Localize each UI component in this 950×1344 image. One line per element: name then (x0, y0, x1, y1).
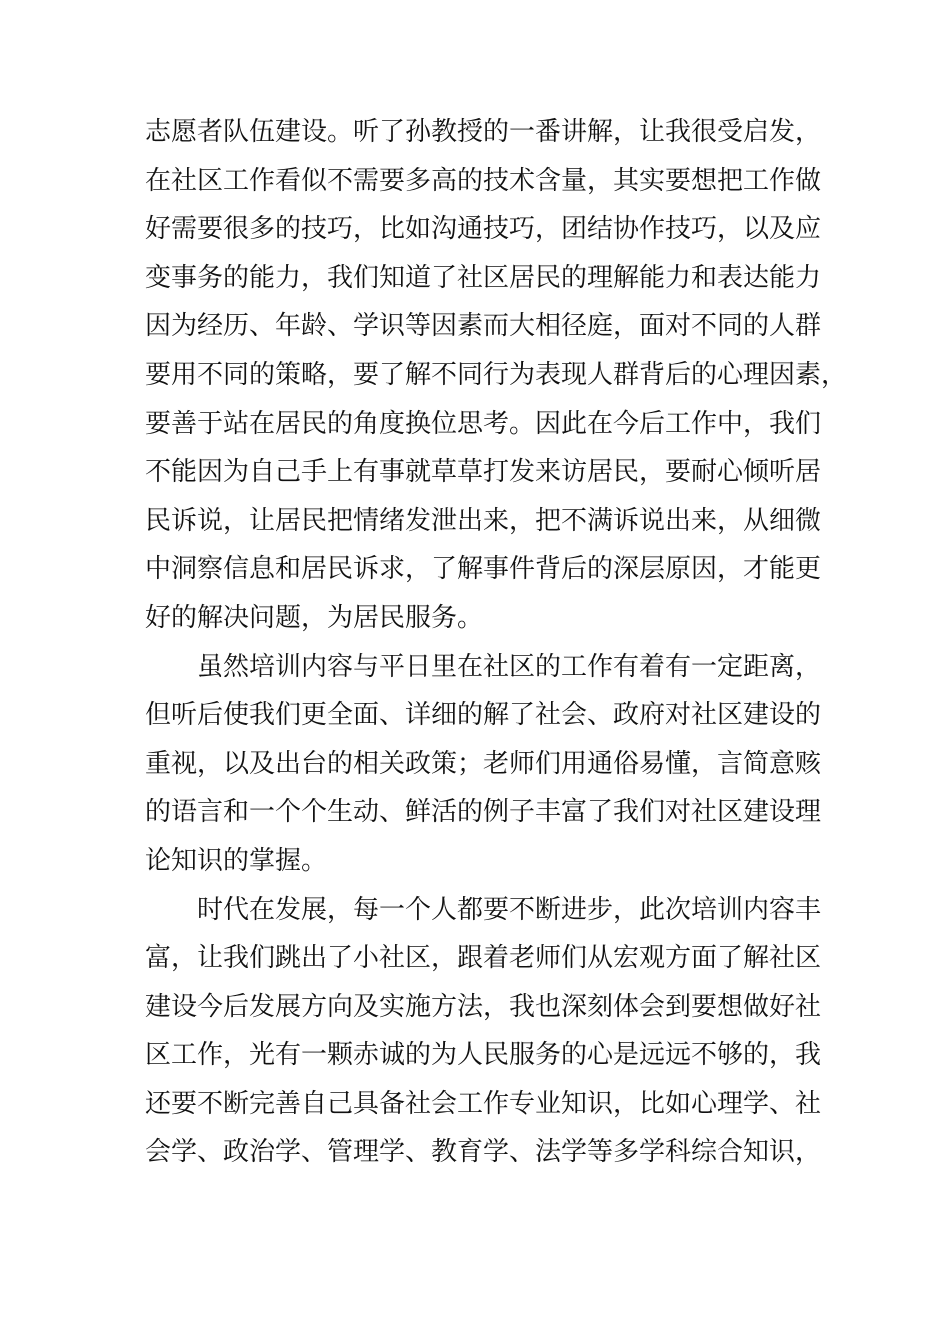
text-line: 不能因为自己手上有事就草草打发来访居民，要耐心倾听居 (145, 457, 822, 488)
paragraph-first-line: 虽然培训内容与平日里在社区的工作有着有一定距离， (197, 651, 822, 682)
text-line: 好需要很多的技巧，比如沟通技巧，团结协作技巧，以及应 (145, 214, 822, 245)
text-line: 因为经历、年龄、学识等因素而大相径庭，面对不同的人群 (145, 311, 822, 342)
text-line: 的语言和一个个生动、鲜活的例子丰富了我们对社区建设理 (145, 797, 822, 828)
text-line: 区工作，光有一颗赤诚的为人民服务的心是远远不够的，我 (145, 1040, 822, 1071)
text-line: 富，让我们跳出了小社区，跟着老师们从宏观方面了解社区 (145, 943, 822, 974)
text-line: 变事务的能力，我们知道了社区居民的理解能力和表达能力 (145, 262, 822, 293)
text-line: 在社区工作看似不需要多高的技术含量，其实要想把工作做 (145, 165, 822, 196)
text-line: 论知识的掌握。 (145, 845, 328, 876)
text-line: 好的解决问题，为居民服务。 (145, 602, 484, 633)
text-line: 中洞察信息和居民诉求，了解事件背后的深层原因，才能更 (145, 554, 822, 585)
text-line: 会学、政治学、管理学、教育学、法学等多学科综合知识， (145, 1137, 822, 1168)
text-line: 建设今后发展方向及实施方法，我也深刻体会到要想做好社 (145, 991, 822, 1022)
text-line: 但听后使我们更全面、详细的解了社会、政府对社区建设的 (145, 700, 822, 731)
text-line: 民诉说，让居民把情绪发泄出来，把不满诉说出来，从细微 (145, 505, 822, 536)
text-line: 志愿者队伍建设。听了孙教授的一番讲解，让我很受启发， (145, 117, 822, 147)
text-line: 要用不同的策略，要了解不同行为表现人群背后的心理因素， (145, 359, 848, 390)
text-line: 还要不断完善自己具备社会工作专业知识，比如心理学、社 (145, 1088, 822, 1119)
text-line: 要善于站在居民的角度换位思考。因此在今后工作中，我们 (145, 408, 822, 439)
text-line: 重视，以及出台的相关政策；老师们用通俗易懂，言简意赅 (145, 748, 822, 779)
body-text (145, 108, 848, 1177)
paragraph-first-line: 时代在发展，每一个人都要不断进步，此次培训内容丰 (197, 894, 822, 925)
